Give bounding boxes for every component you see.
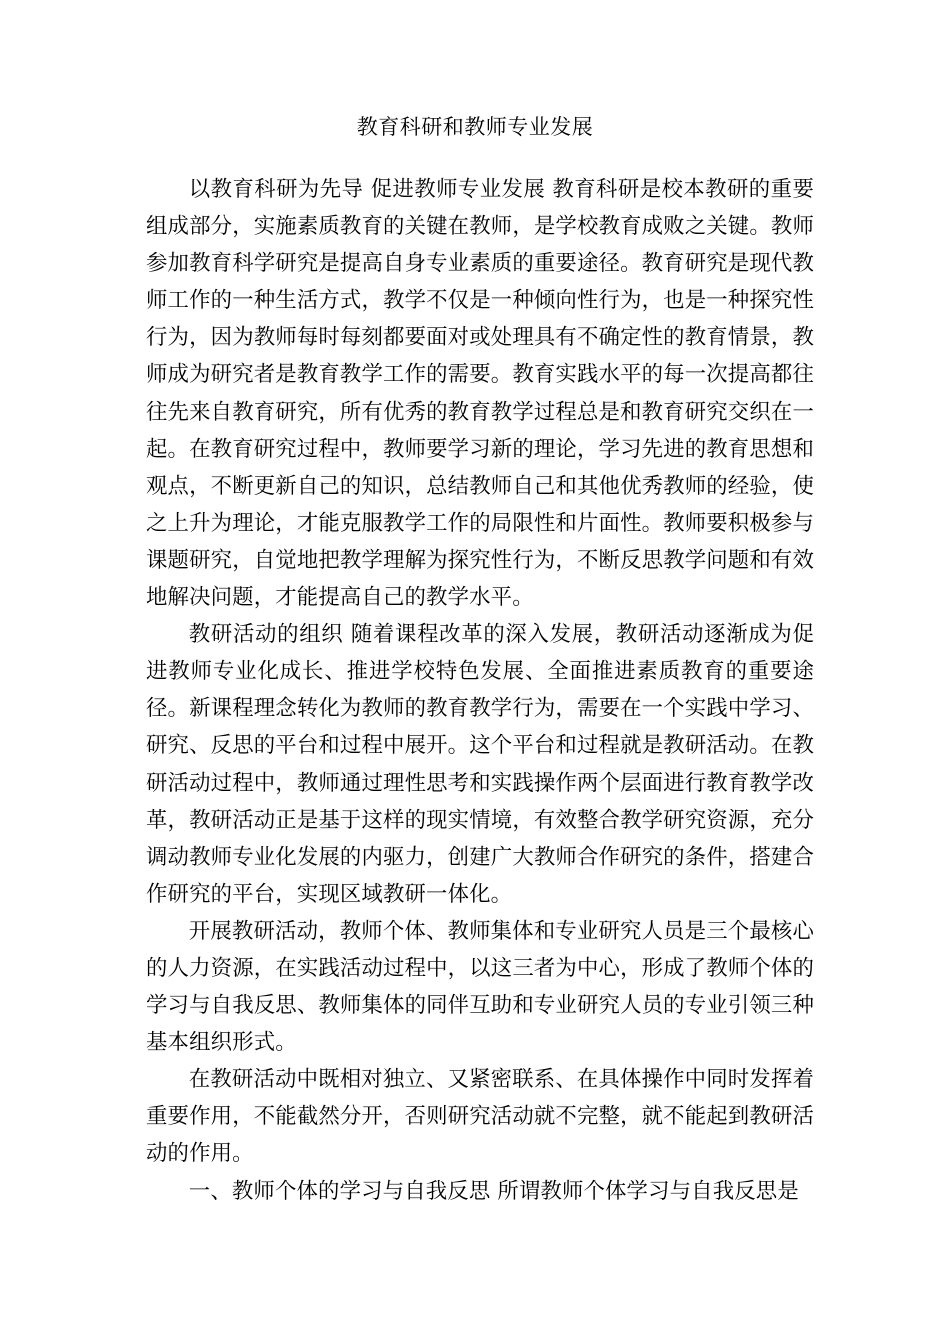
paragraph: 开展教研活动，教师个体、教师集体和专业研究人员是三个最核心的人力资源，在实践活动过程中，以这三者为中心，形成了教师个体的学习与自我反思、教师集体的同伴互助和专业研究人员的专业引领三种基本组织形式。: [146, 918, 814, 1056]
paragraph: 教研活动的组织 随着课程改革的深入发展，教研活动逐渐成为促进教师专业化成长、推进学校特色发展、全面推进素质教育的重要途径。新课程理念转化为教师的教育教学行为，需要在一个实践中学习、研究、反思的平台和过程中展开。这个平台和过程就是教研活动。在教研活动过程中，教师通过理性思考和实践操作两个层面进行教育教学改革，教研活动正是基于这样的现实情境，有效整合教学研究资源，充分调动教师专业化发展的内驱力，创建广大教师合作研究的条件，搭建合作研究的平台，实现区域教研一体化。: [146, 622, 814, 907]
paragraph: 在教研活动中既相对独立、又紧密联系、在具体操作中同时发挥着重要作用，不能截然分开，否则研究活动就不完整，就不能起到教研活动的作用。: [146, 1067, 814, 1167]
paragraph: 以教育科研为先导 促进教师专业发展 教育科研是校本教研的重要组成部分，实施素质教育的关键在教师，是学校教育成败之关键。教师参加教育科学研究是提高自身专业素质的重要途径。教育研究是现代教师工作的一种生活方式，教学不仅是一种倾向性行为，也是一种探究性行为，因为教师每时每刻都要面对或处理具有不确定性的教育情景，教师成为研究者是教育教学工作的需要。教育实践水平的每一次提高都往往先来自教育研究，所有优秀的教育教学过程总是和教育研究交织在一起。在教育研究过程中，教师要学习新的理论，学习先进的教育思想和观点，不断更新自己的知识，总结教师自己和其他优秀教师的经验，使之上升为理论，才能克服教学工作的局限性和片面性。教师要积极参与课题研究，自觉地把教学理解为探究性行为，不断反思教学问题和有效地解决问题，才能提高自己的教学水平。: [146, 177, 814, 611]
paragraph: 一、教师个体的学习与自我反思 所谓教师个体学习与自我反思是: [188, 1178, 799, 1204]
document-title: 教育科研和教师专业发展: [356, 115, 594, 139]
document-body: [146, 171, 814, 1210]
